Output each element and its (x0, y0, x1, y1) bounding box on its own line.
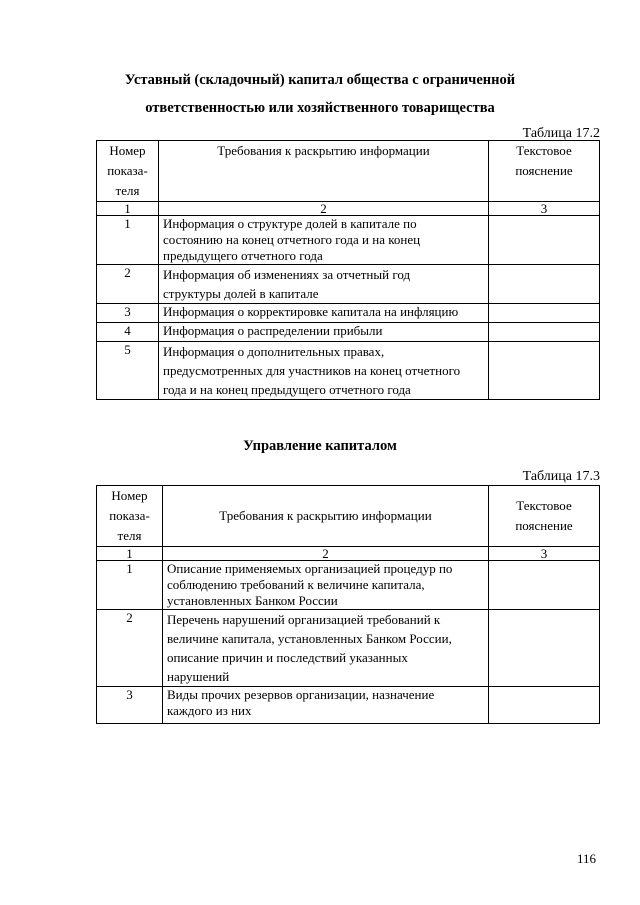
row-explanation (489, 342, 600, 400)
header-requirements-cell (159, 141, 489, 202)
table-row (97, 342, 600, 400)
row-explanation (489, 687, 600, 724)
table-header-row (97, 141, 600, 202)
row-requirement (163, 687, 489, 724)
row-explanation (489, 265, 600, 304)
row-number: 2 (97, 265, 159, 304)
requirement-line: Описание применяемых организацией процедур по (167, 561, 453, 576)
requirement-line: Информация о дополнительных правах, (163, 344, 385, 359)
header-explanation-cell (489, 486, 600, 547)
header-number-line: теля (115, 183, 140, 198)
table-17-2-label: Таблица 17.2 (522, 126, 600, 141)
row-requirement (159, 304, 489, 323)
table-17-2 (96, 140, 600, 400)
table-row (97, 216, 600, 265)
row-requirement (163, 561, 489, 610)
section-2-title: Управление капиталом (243, 438, 397, 454)
column-index-cell: 1 (97, 202, 159, 216)
table-row (97, 323, 600, 342)
table-17-3 (96, 485, 600, 724)
requirement-line: величине капитала, установленных Банком России, (167, 631, 452, 646)
requirement-line: установленных Банком России (167, 593, 338, 608)
header-explanation-line: пояснение (515, 518, 573, 533)
header-number-line: теля (117, 528, 142, 543)
column-index-cell: 2 (163, 547, 489, 561)
header-requirements-cell (163, 486, 489, 547)
table-row (97, 687, 600, 724)
requirement-line: состоянию на конец отчетного года и на конец (163, 232, 421, 247)
header-number-cell (97, 141, 159, 202)
row-explanation (489, 610, 600, 687)
requirement-line: Информация об изменениях за отчетный год (163, 267, 411, 282)
requirement-line: структуры долей в капитале (163, 286, 319, 301)
row-number: 3 (97, 687, 163, 724)
header-number-line: Номер (111, 488, 148, 503)
requirement-line: Информация о распределении прибыли (163, 323, 383, 338)
requirement-line: Перечень нарушений организацией требований к (167, 612, 441, 627)
row-explanation (489, 323, 600, 342)
column-index-cell: 1 (97, 547, 163, 561)
header-number-line: показа- (109, 508, 150, 523)
row-number: 1 (97, 216, 159, 265)
column-index-cell: 3 (489, 202, 600, 216)
header-number-line: Номер (109, 143, 146, 158)
row-requirement (159, 216, 489, 265)
header-explanation-line: Текстовое (516, 498, 572, 513)
table-row (97, 265, 600, 304)
column-index-row (97, 202, 600, 216)
requirement-line: Информация о корректировке капитала на инфляцию (163, 304, 459, 319)
row-requirement (163, 610, 489, 687)
column-index-row (97, 547, 600, 561)
row-explanation (489, 216, 600, 265)
column-index-cell: 2 (159, 202, 489, 216)
requirement-line: соблюдению требований к величине капитала, (167, 577, 425, 592)
header-explanation-cell (489, 141, 600, 202)
header-explanation-line: Текстовое (516, 143, 572, 158)
section-1-title-line-2: ответственностью или хозяйственного товарищества (145, 100, 495, 116)
row-explanation (489, 304, 600, 323)
section-1-title-line-1: Уставный (складочный) капитал общества с ограниченной (124, 72, 516, 88)
row-number: 5 (97, 342, 159, 400)
page-number: 116 (576, 851, 596, 866)
row-requirement (159, 265, 489, 304)
requirement-line: года и на конец предыдущего отчетного года (163, 382, 411, 397)
table-row (97, 304, 600, 323)
requirement-line: Информация о структуре долей в капитале по (163, 216, 417, 231)
requirement-line: предыдущего отчетного года (163, 248, 323, 263)
requirement-line: каждого из них (167, 703, 252, 718)
requirement-line: Виды прочих резервов организации, назначение (167, 687, 435, 702)
row-explanation (489, 561, 600, 610)
header-number-cell (97, 486, 163, 547)
row-number: 1 (97, 561, 163, 610)
header-explanation-line: пояснение (515, 163, 573, 178)
header-number-line: показа- (107, 163, 148, 178)
row-number: 2 (97, 610, 163, 687)
table-17-3-label: Таблица 17.3 (522, 469, 600, 484)
requirement-line: предусмотренных для участников на конец отчетного (163, 363, 461, 378)
row-number: 4 (97, 323, 159, 342)
header-requirements-text: Требования к раскрытию информации (217, 143, 430, 158)
requirement-line: нарушений (167, 669, 230, 684)
table-row (97, 610, 600, 687)
row-number: 3 (97, 304, 159, 323)
column-index-cell: 3 (489, 547, 600, 561)
table-header-row (97, 486, 600, 547)
row-requirement (159, 323, 489, 342)
requirement-line: описание причин и последствий указанных (167, 650, 408, 665)
row-requirement (159, 342, 489, 400)
header-requirements-text: Требования к раскрытию информации (219, 508, 432, 523)
table-row (97, 561, 600, 610)
